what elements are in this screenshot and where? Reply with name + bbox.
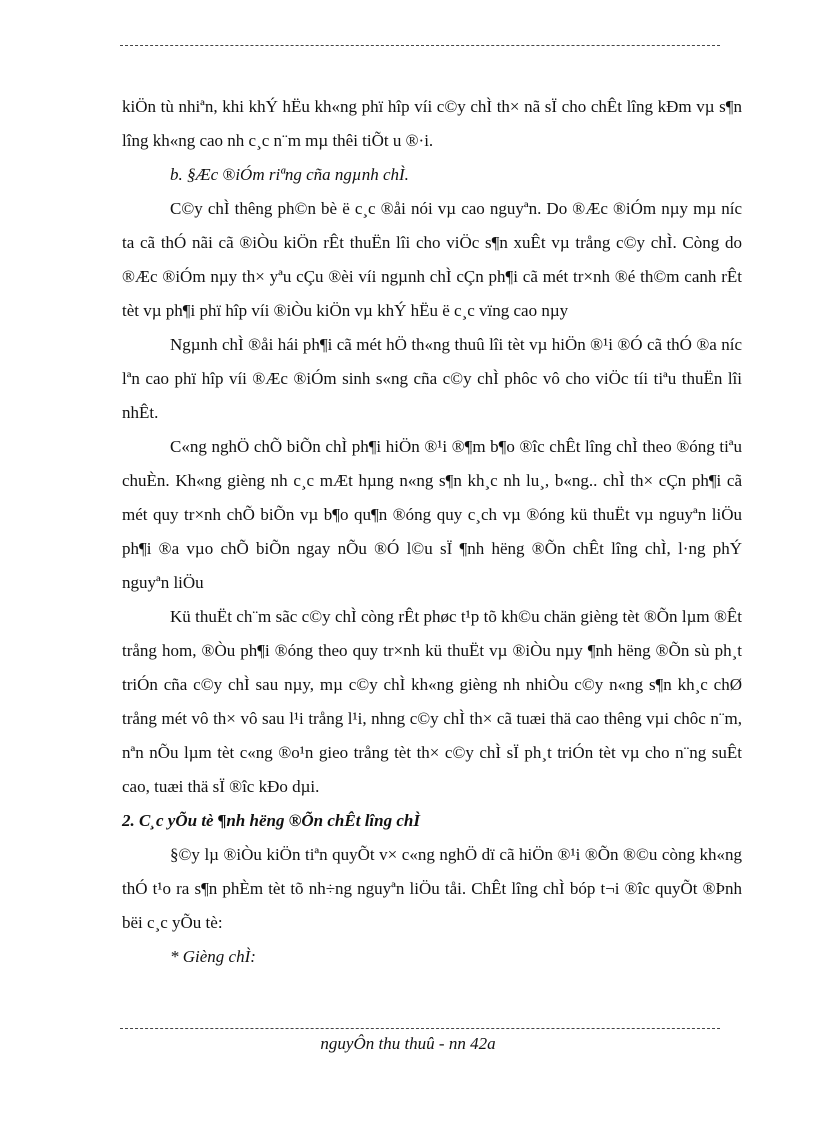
footer-rule — [120, 1028, 720, 1029]
paragraph-4: Kü thuËt ch¨m sãc c©y chÌ còng rÊt phøc t¹p tõ kh©u chän gièng tèt ®Õn lµm ®Êt trång hom, ®Òu ph¶i ®óng theo quy tr×nh kü thuËt vµ ®iÒu nµy ¶nh hëng ®Õn sù ph¸t triÓn cña c©y chÌ sau nµy, mµ c©y chÌ kh«ng gièng nh nhiÒu c©y n«ng s¶n kh¸c chØ trång mét vô th× vô sau l¹i trång l¹i, nhng c©y chÌ th× cã tuæi thä cao thêng vµi chôc n¨m, nªn nÕu lµm tèt c«ng ®o¹n gieo trång tèt th× c©y chÌ sÏ ph¸t triÓn tèt vµ cho n¨ng suÊt cao, tuæi thä sÏ ®îc kÐo dµi. — [122, 607, 742, 796]
subheading-b: b. §Æc ®iÓm riªng cña ngµnh chÌ. — [170, 165, 409, 184]
paragraph-2: Ngµnh chÌ ®åi hái ph¶i cã mét hÖ th«ng thuû lîi tèt vµ hiÖn ®¹i ®Ó cã thÓ ®a níc lªn cao phï hîp víi ®Æc ®iÓm sinh s«ng cña c©y chÌ phôc vô cho viÖc tíi tiªu thuËn lîi nhÊt. — [122, 335, 742, 422]
paragraph-continuation: kiÖn tù nhiªn, khi khÝ hËu kh«ng phï hîp víi c©y chÌ th× nã sÏ cho chÊt lîng kÐm vµ s¶n lîng kh«ng cao nh c¸c n¨m mµ thêi tiÕt u ®·i. — [122, 97, 742, 150]
document-body — [122, 90, 742, 974]
page-footer: nguyÔn thu thuû - nn 42a — [320, 1034, 496, 1053]
header-rule — [120, 45, 720, 46]
paragraph-3: C«ng nghÖ chÕ biÕn chÌ ph¶i hiÖn ®¹i ®¶m b¶o ®îc chÊt lîng chÌ theo ®óng tiªu chuÈn. Kh«ng gièng nh c¸c mÆt hµng n«ng s¶n kh¸c nh lu¸, b«ng.. chÌ th× cÇn ph¶i cã mét quy tr×nh chÕ biÕn vµ b¶o qu¶n ®óng quy c¸ch vµ ®óng kü thuËt vµ nguyªn liÖu ph¶i ®a vµo chÕ biÕn ngay nÕu ®Ó l©u sÏ ¶nh hëng ®Õn chÊt lîng chÌ, l·ng phÝ nguyªn liÖu — [122, 437, 742, 592]
section-heading-2: 2. C¸c yÕu tè ¶nh hëng ®Õn chÊt lîng chÌ — [122, 811, 420, 830]
paragraph-1: C©y chÌ thêng ph©n bè ë c¸c ®åi nói vµ cao nguyªn. Do ®Æc ®iÓm nµy mµ níc ta cã thÓ nãi cã ®iÒu kiÖn rÊt thuËn lîi cho viÖc s¶n xuÊt vµ trång c©y chÌ. Còng do ®Æc ®iÓm nµy th× yªu cÇu ®èi víi ngµnh chÌ cÇn ph¶i cã mét tr×nh ®é th©m canh rÊt tèt vµ ph¶i phï hîp víi ®iÒu kiÖn vµ khÝ hËu ë c¸c vïng cao nµy — [122, 199, 742, 320]
subheading-giong-che: * Gièng chÌ: — [170, 947, 256, 966]
paragraph-5: §©y lµ ®iÒu kiÖn tiªn quyÕt v× c«ng nghÖ dï cã hiÖn ®¹i ®Õn ®©u còng kh«ng thÓ t¹o ra s¶n phÈm tèt tõ nh÷ng nguyªn liÖu tåi. ChÊt lîng chÌ bóp t¬i ®îc quyÕt ®Þnh bëi c¸c yÕu tè: — [122, 845, 742, 932]
